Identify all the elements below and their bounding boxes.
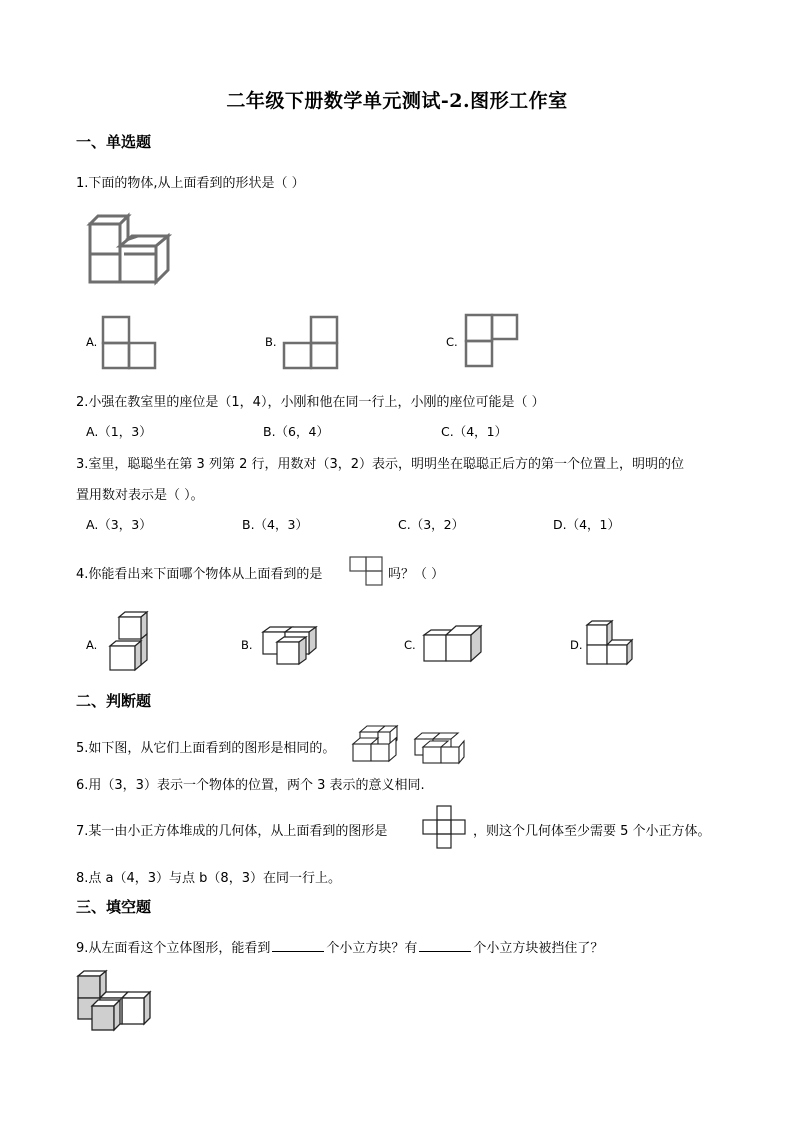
- q3-option-a[interactable]: A.（3，3）: [86, 517, 152, 532]
- question-4-text-before: 4.你能看出来下面哪个物体从上面看到的是: [76, 567, 323, 582]
- q5-object-1: [352, 725, 400, 763]
- q9-blank-1[interactable]: [272, 939, 324, 952]
- question-2-text: 2.小强在教室里的座位是（1，4），小刚和他在同一行上，小刚的座位可能是（ ）: [76, 395, 545, 410]
- q4-option-a-object[interactable]: [109, 611, 151, 673]
- q5-object-2: [414, 731, 466, 765]
- question-7-text-before: 7.某一由小正方体堆成的几何体，从上面看到的图形是: [76, 824, 388, 839]
- q7-top-view-cross: [422, 805, 466, 849]
- q9-solid-figure: [77, 970, 157, 1034]
- q4-option-b-object[interactable]: [262, 626, 320, 666]
- question-5-text: 5.如下图，从它们上面看到的图形是相同的。: [76, 741, 336, 756]
- q4-option-d-object[interactable]: [586, 620, 636, 666]
- section-heading-true-false: 二、判断题: [76, 692, 152, 710]
- q4-option-c-label[interactable]: C.: [404, 638, 416, 652]
- q9-text-part-a: 9.从左面看这个立体图形，能看到: [76, 941, 271, 956]
- page-title: 二年级下册数学单元测试-2.图形工作室: [226, 90, 568, 112]
- question-7-text-after: ，则这个几何体至少需要 5 个小正方体。: [473, 824, 711, 839]
- q4-option-c-object[interactable]: [423, 625, 485, 665]
- question-8-text: 8.点 a（4，3）与点 b（8，3）在同一行上。: [76, 871, 341, 886]
- q4-option-a-label[interactable]: A.: [86, 638, 98, 652]
- q1-option-a-label[interactable]: A.: [86, 335, 98, 349]
- q1-option-c-label[interactable]: C.: [446, 335, 458, 349]
- q4-top-view-shape: [349, 556, 385, 588]
- q2-option-a[interactable]: A.（1，3）: [86, 424, 152, 439]
- question-3-text-line2: 置用数对表示是（ ）。: [76, 488, 204, 503]
- section-heading-fill-in: 三、填空题: [76, 898, 152, 916]
- q1-option-b-shape[interactable]: [283, 316, 339, 370]
- q2-option-b[interactable]: B.（6，4）: [263, 424, 329, 439]
- q1-option-a-shape[interactable]: [102, 316, 156, 370]
- question-4-text-after: 吗？（ ）: [388, 567, 445, 582]
- question-3-text-line1: 3.室里，聪聪坐在第 3 列第 2 行，用数对（3，2）表示，明明坐在聪聪正后方的第一个位置上，明明的位: [76, 457, 685, 472]
- question-9-text: [76, 937, 603, 956]
- q2-option-c[interactable]: C.（4，1）: [441, 424, 508, 439]
- q1-object-figure: [86, 212, 172, 284]
- q3-option-b[interactable]: B.（4，3）: [242, 517, 308, 532]
- q4-option-b-label[interactable]: B.: [241, 638, 253, 652]
- q3-option-d[interactable]: D.（4，1）: [553, 517, 621, 532]
- question-1-text: 1.下面的物体,从上面看到的形状是（ ）: [76, 176, 305, 191]
- q9-text-part-b: 个小立方块？有: [326, 941, 418, 956]
- q4-option-d-label[interactable]: D.: [570, 638, 583, 652]
- section-heading-single-choice: 一、单选题: [76, 133, 152, 151]
- q1-option-c-shape[interactable]: [465, 314, 521, 368]
- q9-blank-2[interactable]: [419, 939, 471, 952]
- question-6-text: 6.用（3，3）表示一个物体的位置，两个 3 表示的意义相同.: [76, 778, 425, 793]
- q1-option-b-label[interactable]: B.: [265, 335, 277, 349]
- q3-option-c[interactable]: C.（3，2）: [398, 517, 465, 532]
- q9-text-part-c: 个小立方块被挡住了？: [473, 941, 604, 956]
